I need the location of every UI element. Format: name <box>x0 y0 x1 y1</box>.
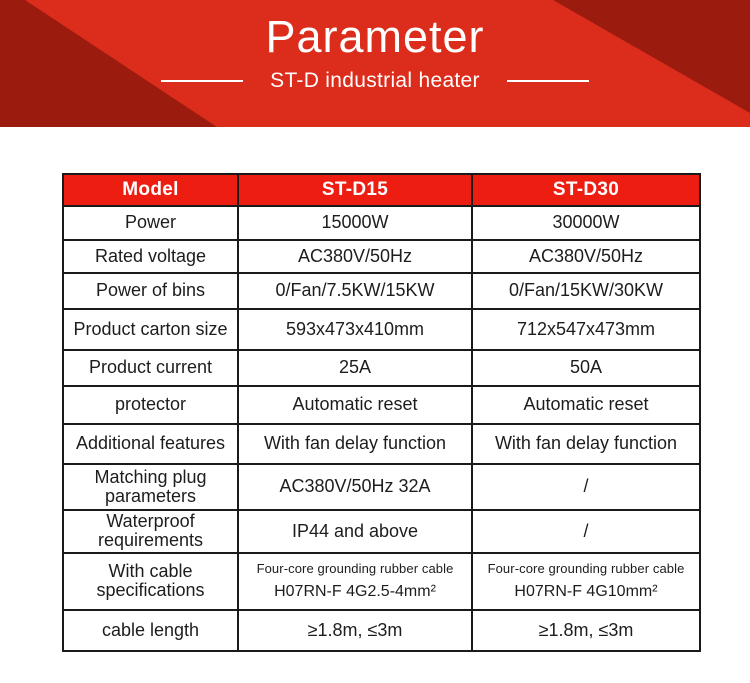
spec-label-cell <box>63 424 238 464</box>
page-subtitle: ST-D industrial heater <box>270 69 480 93</box>
spec-label-cell <box>63 273 238 309</box>
spec-value-cell <box>238 273 472 309</box>
table-header-row <box>63 174 700 206</box>
spec-value-cell <box>472 424 700 464</box>
cell-text-line: IP44 and above <box>291 520 419 541</box>
page-title: Parameter <box>265 11 485 62</box>
cell-text-line: Matching plug <box>94 466 207 487</box>
cell-text-line: H07RN-F 4G2.5-4mm² <box>274 583 436 601</box>
subtitle-line-right <box>507 80 589 82</box>
table-row <box>63 206 700 240</box>
spec-label-cell <box>63 553 238 610</box>
cell-text-line: AC380V/50Hz <box>297 245 413 266</box>
spec-value-cell <box>472 350 700 386</box>
cell-text-line: specifications <box>96 580 205 601</box>
cell-text-line: AC380V/50Hz <box>528 245 644 266</box>
cell-text-line: Automatic reset <box>292 394 418 415</box>
cell-text-line: Four-core grounding rubber cable <box>256 561 454 577</box>
spec-value-cell <box>238 553 472 610</box>
cell-text-line: protector <box>114 394 187 415</box>
cell-text-line: Four-core grounding rubber cable <box>487 561 685 577</box>
cell-text-line: 15000W <box>321 212 389 233</box>
header-cell-st-d30: ST-D30 <box>472 174 700 206</box>
subtitle-line-left <box>161 80 243 82</box>
cell-text-line: Product current <box>88 357 213 378</box>
table-row <box>63 386 700 424</box>
table-row <box>63 610 700 651</box>
spec-label-cell <box>63 309 238 350</box>
spec-value-cell <box>472 553 700 610</box>
subtitle-row <box>0 69 750 93</box>
cell-text-line: requirements <box>97 530 204 551</box>
cell-text-line: Power <box>124 212 177 233</box>
spec-value-cell <box>238 206 472 240</box>
spec-value-cell <box>472 610 700 651</box>
spec-label-cell <box>63 510 238 553</box>
cell-text-line: Rated voltage <box>94 245 207 266</box>
spec-value-cell <box>472 510 700 553</box>
spec-value-cell <box>472 386 700 424</box>
cell-text-line: Additional features <box>75 433 226 454</box>
cell-text-line: 712x547x473mm <box>516 318 656 339</box>
spec-value-cell <box>238 240 472 273</box>
header-cell-st-d15: ST-D15 <box>238 174 472 206</box>
spec-value-cell <box>238 386 472 424</box>
cell-text-line: 30000W <box>552 212 620 233</box>
spec-label-cell <box>63 610 238 651</box>
cell-text-line: ≥1.8m, ≤3m <box>538 619 634 640</box>
table-row <box>63 464 700 510</box>
spec-value-cell <box>238 510 472 553</box>
spec-value-cell <box>238 464 472 510</box>
cell-text-line: 0/Fan/15KW/30KW <box>508 280 664 301</box>
table-row <box>63 424 700 464</box>
spec-label-cell <box>63 386 238 424</box>
spec-label-cell <box>63 464 238 510</box>
cell-text-line: parameters <box>104 486 197 506</box>
spec-value-cell <box>238 610 472 651</box>
cell-text-line: Product carton size <box>73 318 228 339</box>
cell-text-line: With fan delay function <box>263 433 447 454</box>
spec-table-body <box>63 206 700 651</box>
table-row <box>63 309 700 350</box>
cell-text-line: Automatic reset <box>523 394 649 415</box>
table-row <box>63 240 700 273</box>
header-cell-model: Model <box>63 174 238 206</box>
spec-label-cell <box>63 240 238 273</box>
cell-text-line: Waterproof <box>106 511 195 531</box>
cell-text-line: / <box>583 520 589 541</box>
table-row <box>63 553 700 610</box>
spec-value-cell <box>472 206 700 240</box>
cell-text-line: 593x473x410mm <box>285 318 425 339</box>
cell-text-line: H07RN-F 4G10mm² <box>514 583 658 601</box>
table-row <box>63 273 700 309</box>
spec-value-cell <box>472 464 700 510</box>
spec-label-cell <box>63 350 238 386</box>
cell-text-line: cable length <box>101 619 200 640</box>
cell-text-line: / <box>583 476 589 497</box>
cell-text-line: 25A <box>338 357 372 378</box>
spec-value-cell <box>472 240 700 273</box>
header-banner <box>0 0 750 127</box>
cell-text-line: Power of bins <box>95 280 206 301</box>
cell-text-line: With cable <box>108 560 193 581</box>
cell-text-line: With fan delay function <box>494 433 678 454</box>
spec-value-cell <box>238 424 472 464</box>
table-row <box>63 510 700 553</box>
spec-value-cell <box>238 309 472 350</box>
spec-value-cell <box>238 350 472 386</box>
cell-text-line: 0/Fan/7.5KW/15KW <box>275 280 435 301</box>
cell-text-line: ≥1.8m, ≤3m <box>307 619 403 640</box>
cell-text-line: AC380V/50Hz 32A <box>279 476 431 497</box>
table-row <box>63 350 700 386</box>
spec-value-cell <box>472 309 700 350</box>
spec-label-cell <box>63 206 238 240</box>
spec-table <box>62 173 701 652</box>
banner-content <box>0 13 750 93</box>
cell-text-line: 50A <box>569 357 603 378</box>
spec-value-cell <box>472 273 700 309</box>
